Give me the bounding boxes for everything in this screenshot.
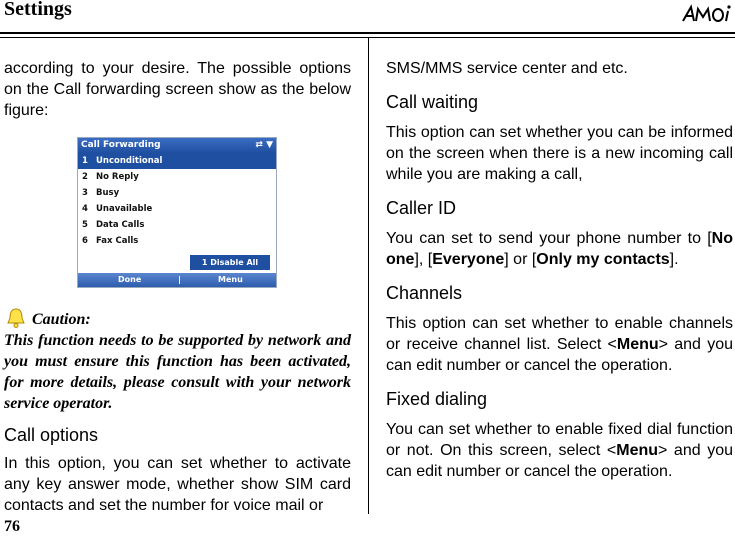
- right-column: [386, 58, 733, 482]
- caution-heading: [4, 306, 351, 330]
- intro-paragraph: according to your desire. The possible options on the Call forwarding screen show as the below figure:: [4, 60, 351, 119]
- softkey-bar: [78, 273, 276, 287]
- caller-id-heading: Caller ID: [386, 198, 457, 218]
- disable-all-popup[interactable]: 1 Disable All: [190, 255, 270, 270]
- menu-item-data-calls[interactable]: 5 Data Calls: [82, 220, 145, 230]
- menu-item-no-reply[interactable]: 2 No Reply: [82, 172, 139, 182]
- status-icons: ⇄ ▼: [255, 140, 273, 150]
- phone-screen: [77, 137, 277, 288]
- call-waiting-heading: Call waiting: [386, 92, 479, 112]
- option-no-one: No one: [386, 230, 733, 268]
- fixed-dialing-heading: Fixed dialing: [386, 389, 488, 409]
- page-number: 76: [4, 518, 20, 535]
- menu-item-fax-calls[interactable]: 6 Fax Calls: [82, 236, 139, 246]
- fixed-dialing-paragraph: You can set whether to enable fixed dial function or not. On this screen, select <Menu> and you can edit number or cancel the operation.: [386, 421, 734, 480]
- menu-softkey[interactable]: Menu: [218, 275, 243, 284]
- continuation-paragraph: SMS/MMS service center and etc.: [386, 60, 628, 77]
- call-options-heading: Call options: [4, 425, 99, 445]
- phone-title-bar: [78, 138, 276, 153]
- option-only-my-contacts: Only my contacts: [536, 251, 670, 268]
- menu-item-unconditional[interactable]: 1 Unconditional: [78, 153, 276, 169]
- page-title: Settings: [4, 0, 72, 20]
- option-everyone: Everyone: [432, 251, 505, 268]
- channels-heading: Channels: [386, 283, 463, 303]
- caution-text: This function needs to be supported by network and you must ensure this function has been activated, for more details, please consult with your network service operator.: [4, 332, 351, 412]
- bell-icon: [4, 306, 28, 330]
- softkey-separator: |: [178, 275, 181, 284]
- caution-label: Caution:: [32, 311, 91, 328]
- brand-logo: [681, 2, 731, 24]
- call-options-paragraph: In this option, you can set whether to activate any key answer mode, whether show SIM card contacts and set the number for voice mail or: [4, 455, 351, 514]
- menu-item-unavailable[interactable]: 4 Unavailable: [82, 204, 153, 214]
- column-divider: [368, 38, 369, 514]
- call-forwarding-figure: [77, 137, 277, 288]
- menu-item-busy[interactable]: 3 Busy: [82, 188, 120, 198]
- left-column: [4, 58, 351, 516]
- done-softkey[interactable]: Done: [118, 275, 142, 284]
- caller-id-paragraph: You can set to send your phone number to [No one], [Everyone] or [Only my contacts].: [386, 230, 733, 268]
- header-rule: [0, 32, 735, 34]
- call-waiting-paragraph: This option can set whether you can be informed on the screen when there is a new incoming call while you are making a call,: [386, 124, 733, 183]
- phone-title: Call Forwarding: [81, 140, 161, 150]
- channels-paragraph: This option can set whether to enable channels or receive channel list. Select <Menu> and you can edit number or cancel the operation.: [386, 315, 733, 374]
